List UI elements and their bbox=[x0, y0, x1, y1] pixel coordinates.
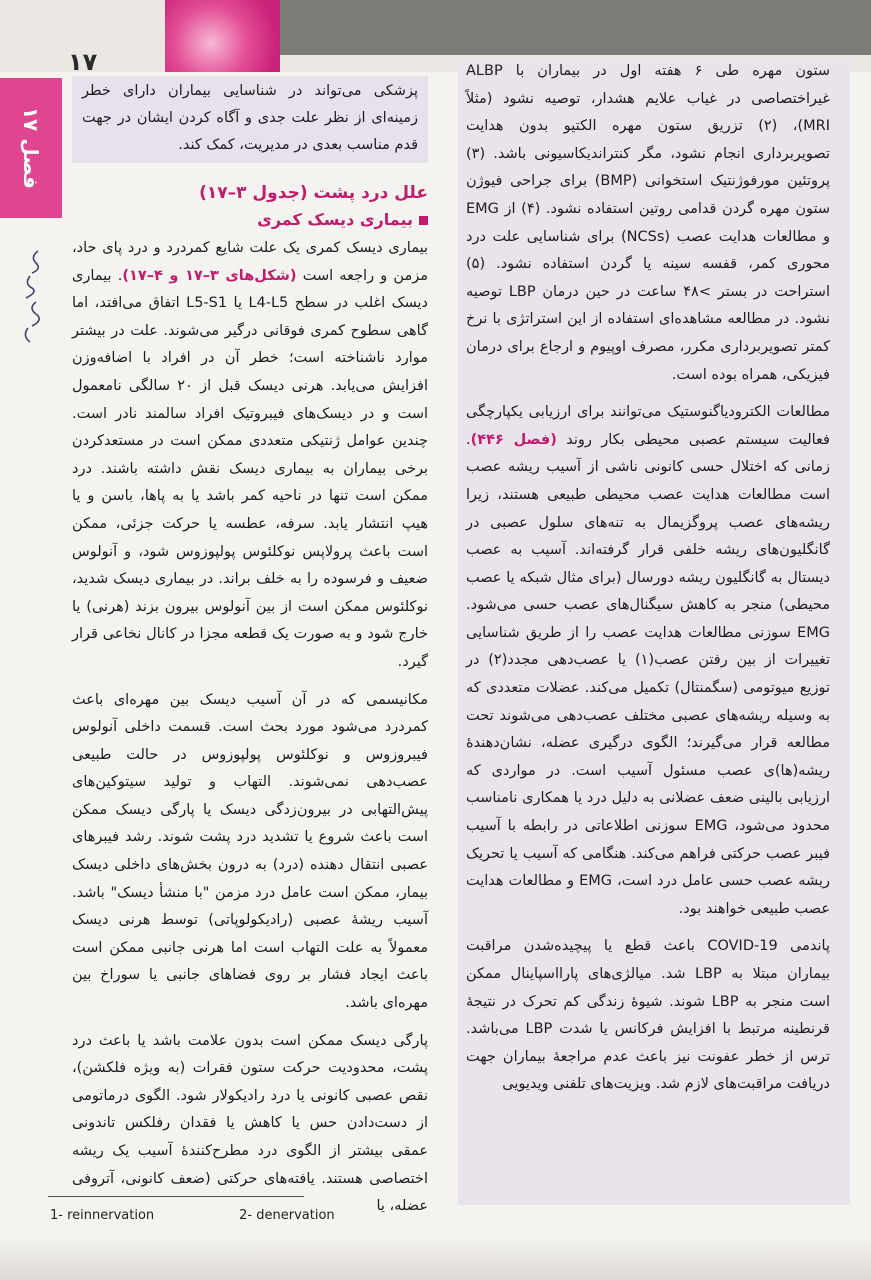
left-column bbox=[458, 58, 838, 1099]
figure-reference: (شکل‌های ۳–۱۷ و ۴–۱۷) bbox=[122, 267, 297, 284]
note-box-text: پزشکی می‌تواند در شناسایی بیماران دارای خطر زمینه‌ای از نظر علت جدی و آگاه کردن ایشان در جهت قدم مناسب بعدی در مدیریت، کمک کند. bbox=[82, 83, 418, 153]
chapter-tab-label: فصل ۱۷ bbox=[19, 106, 44, 190]
footnote-1: 1- reinnervation bbox=[50, 1208, 155, 1223]
footnote-divider bbox=[48, 1196, 304, 1197]
bottom-margin bbox=[0, 1240, 871, 1280]
subsection-heading bbox=[72, 207, 428, 233]
note-box bbox=[72, 76, 428, 163]
header-pink-graphic bbox=[165, 0, 280, 72]
paragraph-covid: پاندمی COVID-19 باعث قطع یا پیچیده‌شدن مراقبت بیماران مبتلا به LBP شد. میالژی‌های پارااسپاینال ممکن است منجر به LBP شوند. شیوهٔ زندگی کم تحرک در نتیجهٔ قرنطینه مرتبط با افزایش فرکانس یا شدت LBP می‌باشد. ترس از خطر عفونت نیز باعث عدم مراجعهٔ بیماران جهت دریافت مراقبت‌های لازم شد. ویزیت‌های تلفنی ویدیویی bbox=[466, 938, 831, 1093]
square-bullet-icon bbox=[419, 216, 428, 225]
right-column bbox=[72, 76, 428, 1221]
chapter-reference: (فصل ۴۴۶) bbox=[470, 431, 557, 448]
paragraph-text: بیماری دیسک کمری یک علت شایع کمردرد و درد پای حاد، مزمن و راجعه است bbox=[72, 240, 428, 284]
header-gray-band bbox=[280, 0, 871, 55]
paragraph-text: مطالعات الکترودیاگنوستیک می‌توانند برای ارزیابی یکپارچگی فعالیت سیستم عصبی محیطی بکار روند bbox=[466, 404, 830, 448]
footnote-2: 2- denervation bbox=[239, 1208, 335, 1223]
footnotes bbox=[50, 1208, 335, 1223]
subsection-title: بیماری دیسک کمری bbox=[257, 210, 413, 229]
section-title: علل درد پشت (جدول ۳–۱۷) bbox=[199, 183, 428, 203]
paragraph-text: . بیماری دیسک اغلب در سطح L4-L5 یا L5-S1 اتفاق می‌افتد، اما گاهی سطوح کمری فوقانی درگیر می‌شوند. علت در بیشتر موارد ناشناخته است؛ خطر آن در افراد با اضافه‌وزن افزایش می‌یابد. هرنی دیسک قبل از ۲۰ سالگی نامعمول است و در دیسک‌های فیبروتیک افراد سالمند نادر است. چندین عوامل ژنتیکی متعددی ممکن است در مستعدکردن برخی بیماران به بیماری دیسک نقش داشته باشند. درد ممکن است تنها در ناحیه کمر باشد یا به پاها، باسن و یا هیپ انتشار یابد. سرفه، عطسه یا حرکت جزئی، ممکن است باعث پرولاپس نوکلئوس پولپوزوس شود، و آنولوس ضعیف و فرسوده را به خلف براند. در بیماری دیسک شدید، نوکلئوس ممکن است از بین آنولوس بیرون بزند (هرنی) یا خارج شود و به صورت یک قطعه مجزا در کانال نخاعی قرار گیرد. bbox=[72, 267, 428, 670]
paragraph-disc-rupture: پارگی دیسک ممکن است بدون علامت باشد یا باعث درد پشت، محدودیت حرکت ستون فقرات (به ویژه فلکشن)، نقص عصبی کانونی یا درد رادیکولار شود. الگوی درماتومی از دست‌دادن حس یا کاهش یا فقدان رفلکس تاندونی عمقی بیشتر از الگوی درد مطرح‌کنندهٔ آسیب یک ریشه اختصاصی هستند. یافته‌های حرکتی (ضعف کانونی، آتروفی عضله، یا bbox=[72, 1032, 428, 1215]
paragraph-recommendations: ستون مهره طی ۶ هفته اول در بیماران با ALBP غیراختصاصی در غیاب علایم هشدار، توصیه نشود (مثلاً MRI)، (۲) تزریق ستون مهره الکتیو بدون هدایت تصویربرداری انجام نشود، مگر کنتراندیکاسیونی باشد. (۳) پروتئین مورفوژنتیک استخوانی (BMP) برای جراحی فیوژن ستون مهره گردن قدامی روتین استفاده نشود. (۴) از EMG و مطالعات هدایت عصب (NCSs) برای شناسایی علت درد محوری کمر، قفسه سینه یا گردن استفاده نشود. (۵) استراحت در بستر >۴۸ ساعت در حین درمان LBP توصیه نشود. در مطالعه مشاهده‌ای استفاده از این استراتژی با نرخ کمتر تصویربرداری مکرر، مصرف اوپیوم و ارجاع برای درمان فیزیکی، همراه بوده است. bbox=[466, 63, 831, 383]
handwritten-margin-note bbox=[8, 246, 48, 356]
paragraph-text: . زمانی که اختلال حسی کانونی ناشی از آسیب ریشه عصب است مطالعات هدایت عصب محیطی طبیعی هستند، زیرا ریشه‌های عصب پروگزیمال به تنه‌های سلول عصبی در گانگلیون‌های ریشه خلفی قرار گرفته‌اند. آسیب به عصب دیستال به گانگلیون ریشه دورسال (برای مثال شبکه یا عصب محیطی) منجر به کاهش سیگنال‌های عصب حسی می‌شود. EMG سوزنی مطالعات هدایت عصب را از طریق شناسایی تغییرات از بین رفتن عصب(۱) یا عصب‌دهی مجدد(۲) در توزیع میوتومی (سگمنتال) تکمیل می‌کند. عضلات متعددی که به وسیله ریشه‌های عصبی مختلف عصب‌دهی می‌شوند تحت مطالعه قرار می‌گیرند؛ الگوی درگیری عضله، نشان‌دهندهٔ ریشه(ها)ی عصب مسئول آسیب است. در مواردی که ارزیابی بالینی ضعف عضلانی به دلیل درد یا همکاری نامناسب محدود می‌شود، EMG سوزنی اطلاعاتی در رابطه با آسیب فیبر عصب حرکتی فراهم می‌کند. هنگامی که آسیب یا تحریک ریشه عصب حسی عامل درد است، EMG و مطالعات هدایت عصب طبیعی خواهند بود. bbox=[466, 431, 831, 917]
page-number: ۱۷ bbox=[68, 48, 98, 76]
paragraph-electrodiagnostic bbox=[458, 399, 838, 923]
paragraph-mechanism: مکانیسمی که در آن آسیب دیسک بین مهره‌ای باعث کمردرد می‌شود مورد بحث است. قسمت داخلی آنولوس فیبروزوس و نوکلئوس پولپوزوس در حالت طبیعی عصب‌دهی نمی‌شوند. التهاب و تولید سیتوکین‌های پیش‌التهابی در بیرون‌زدگی دیسک یا پارگی دیسک ممکن است باعث شروع یا تشدید درد پشت شوند. رشد فیبرهای عصبی انتقال دهنده (درد) به درون بخش‌های داخلی دیسک بیمار، ممکن است عامل درد مزمن "با منشأ دیسک" باشد. آسیب ریشهٔ عصبی (رادیکولوپاتی) توسط هرنی دیسک معمولاً به علت التهاب است اما هرنی جانبی ممکن است باعث ایجاد فشار بر روی فضاهای جانبی یا سوراخ بین مهره‌ای باشد. bbox=[72, 691, 428, 1012]
paragraph-disc-disease bbox=[72, 235, 428, 677]
chapter-tab bbox=[0, 78, 62, 218]
